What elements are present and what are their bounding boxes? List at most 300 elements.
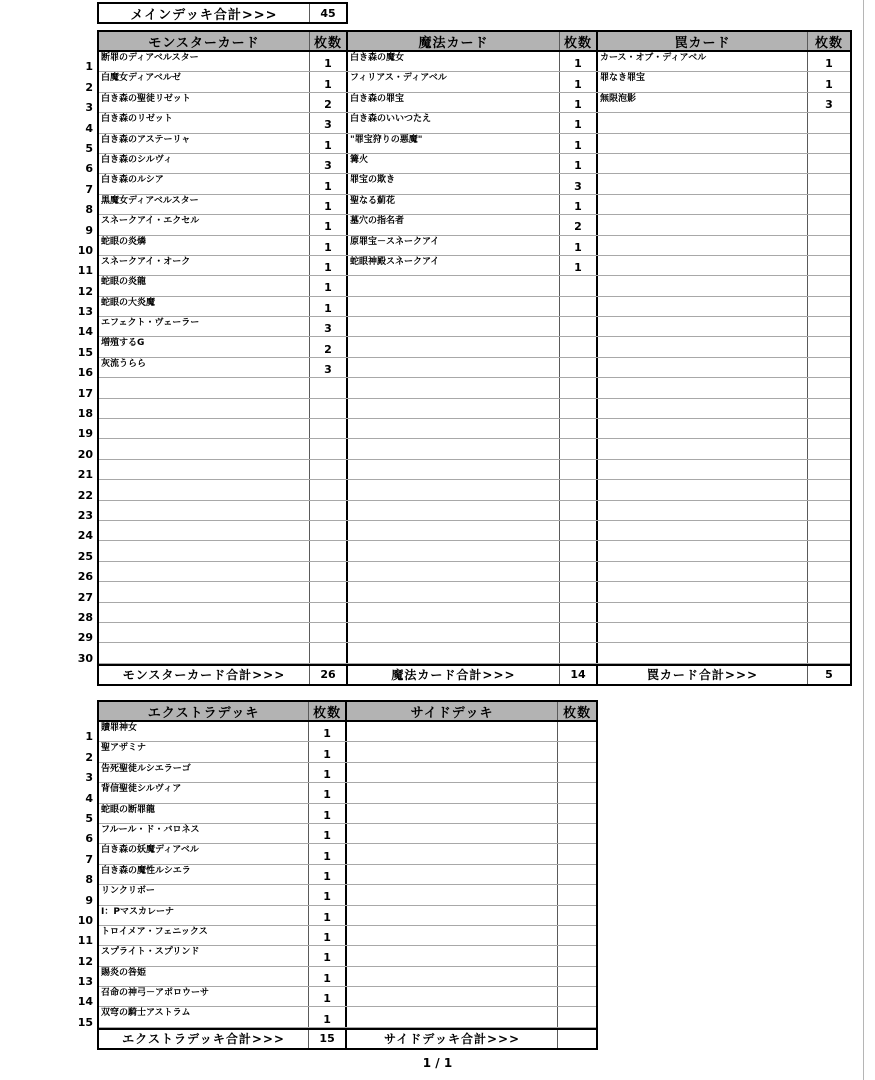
card-name-cell: "罪宝狩りの悪魔" [348,134,560,153]
card-count-cell: 1 [825,57,833,71]
row-number: 4 [85,791,93,805]
card-name-cell [347,804,558,823]
row-number: 9 [85,223,93,237]
card-name-cell [348,419,560,438]
card-count-cell [560,582,598,601]
card-name-cell: 白き森の妖魔ディアベル [99,844,309,863]
card-count-cell: 1 [309,824,347,843]
card-count-cell [808,317,850,336]
total-label: モンスターカード合計>>> [99,666,310,684]
card-name-cell [598,215,808,234]
card-name-cell [347,824,558,843]
card-name-cell [598,521,808,540]
card-name-cell: 白魔女ディアベルゼ [99,72,310,91]
card-count-cell [560,337,598,356]
table-row [99,1007,596,1027]
card-name-cell [347,906,558,925]
row-number: 13 [77,305,93,319]
card-count-cell: 3 [310,358,348,377]
section-header: 魔法カード [348,32,560,50]
card-count-cell: 3 [560,174,598,193]
card-count-cell: 1 [310,72,348,91]
table-row [99,195,850,215]
card-name-cell [598,195,808,214]
main-deck-table [97,30,852,686]
card-count-cell [808,399,850,418]
card-count-cell: 1 [309,926,347,945]
card-name-cell [347,763,558,782]
card-count-cell [560,623,598,642]
table-row [99,824,596,844]
card-count-cell: 1 [310,195,348,214]
card-count-cell [808,603,850,622]
extra-side-deck-table [97,700,598,1050]
card-count-cell [808,154,850,173]
card-count-cell: 1 [309,865,347,884]
card-count-cell [560,643,598,662]
table-row [99,742,596,762]
card-count-cell [808,480,850,499]
row-number: 7 [85,182,93,196]
card-name-cell: 灰流うらら [99,358,310,377]
card-name-cell [348,541,560,560]
total-label: サイドデッキ合計>>> [347,1030,558,1048]
card-count-cell: 1 [309,763,347,782]
card-name-cell: 原罪宝－スネークアイ [348,236,560,255]
table-row [99,256,850,276]
table-row [99,926,596,946]
card-name-cell [99,378,310,397]
table-row [99,358,850,378]
row-number: 22 [77,488,93,502]
card-name-cell [598,154,808,173]
card-count-cell [808,276,850,295]
card-name-cell: 背信聖徒シルヴィア [99,783,309,802]
card-count-cell [560,399,598,418]
count-header: 枚数 [309,702,347,720]
card-count-cell [808,256,850,275]
row-number: 2 [85,80,93,94]
card-name-cell [348,276,560,295]
card-name-cell: 賜炎の咎姫 [99,967,309,986]
card-name-cell [598,256,808,275]
row-number: 13 [77,975,93,989]
card-count-cell [310,603,348,622]
table-row [99,317,850,337]
card-name-cell [348,358,560,377]
table-row [99,378,850,398]
total-label: 罠カード合計>>> [598,666,808,684]
table-row [99,113,850,133]
card-name-cell [598,623,808,642]
card-count-cell [558,1007,596,1026]
card-count-cell [808,460,850,479]
card-name-cell: 蛇眼神殿スネークアイ [348,256,560,275]
card-name-cell [598,562,808,581]
row-number: 7 [85,852,93,866]
card-count-cell: 1 [825,77,833,91]
table-row [99,439,850,459]
row-number: 11 [77,934,93,948]
card-name-cell: 断罪のディアベルスター [99,52,310,71]
card-count-cell [310,439,348,458]
card-name-cell: 聖アザミナ [99,742,309,761]
card-count-cell [808,358,850,377]
card-name-cell: エフェクト・ヴェーラー [99,317,310,336]
card-name-cell [99,521,310,540]
table-header-row [99,702,596,722]
card-name-cell [598,541,808,560]
row-number: 28 [77,610,93,624]
card-count-cell [560,501,598,520]
card-name-cell [598,399,808,418]
card-name-cell: トロイメア・フェニックス [99,926,309,945]
card-name-cell [348,317,560,336]
card-name-cell [99,603,310,622]
extra-side-deck-row-numbers [71,720,93,1029]
card-count-cell: 3 [310,113,348,132]
card-count-cell [560,378,598,397]
card-name-cell: 白き森のシルヴィ [99,154,310,173]
card-count-cell [558,804,596,823]
card-count-cell [560,317,598,336]
card-count-cell [558,783,596,802]
card-count-cell: 1 [310,276,348,295]
card-name-cell: フルール・ド・バロネス [99,824,309,843]
card-count-cell [808,541,850,560]
table-row [99,946,596,966]
card-count-cell [558,967,596,986]
card-count-cell [808,297,850,316]
card-name-cell [348,378,560,397]
table-row [99,72,850,92]
card-name-cell [99,501,310,520]
card-name-cell: 召命の神弓－アポロウーサ [99,987,309,1006]
card-count-cell [808,439,850,458]
count-header: 枚数 [808,32,850,50]
row-number: 23 [77,508,93,522]
card-count-cell: 3 [825,97,833,111]
card-name-cell [598,317,808,336]
card-count-cell: 1 [310,134,348,153]
card-count-cell: 1 [309,742,347,761]
table-row [99,480,850,500]
count-header: 枚数 [558,702,596,720]
card-name-cell: 篝火 [348,154,560,173]
main-deck-row-numbers [71,50,93,665]
card-name-cell: 蛇眼の炎龍 [99,276,310,295]
card-count-cell: 1 [310,236,348,255]
card-name-cell [598,480,808,499]
card-count-cell: 1 [309,1007,347,1026]
card-name-cell: 双穹の騎士アストラム [99,1007,309,1026]
row-number: 12 [77,284,93,298]
card-name-cell [347,844,558,863]
table-row [99,419,850,439]
card-name-cell [598,236,808,255]
card-count-cell: 1 [310,297,348,316]
table-row [99,521,850,541]
card-count-cell [310,582,348,601]
card-count-cell: 1 [560,93,598,112]
row-number: 14 [77,995,93,1009]
card-count-cell: 1 [309,885,347,904]
row-number: 1 [85,730,93,744]
card-count-cell [310,623,348,642]
row-number: 6 [85,162,93,176]
card-count-cell [808,562,850,581]
card-name-cell [348,501,560,520]
card-count-cell [310,460,348,479]
card-count-cell: 3 [310,317,348,336]
row-number: 12 [77,954,93,968]
total-label: 魔法カード合計>>> [348,666,560,684]
section-header: 罠カード [598,32,808,50]
card-name-cell [598,643,808,662]
row-number: 18 [77,407,93,421]
row-number: 2 [85,750,93,764]
table-total-row [99,664,850,684]
card-name-cell [348,623,560,642]
card-count-cell [310,501,348,520]
card-name-cell [99,582,310,601]
table-row [99,134,850,154]
card-name-cell [348,480,560,499]
row-number: 10 [77,243,93,257]
card-name-cell: 白き森の罪宝 [348,93,560,112]
table-row [99,541,850,561]
card-count-cell: 1 [560,195,598,214]
card-name-cell: 白き森のアステーリャ [99,134,310,153]
card-count-cell [310,378,348,397]
card-name-cell [347,967,558,986]
card-name-cell: 蛇眼の断罪龍 [99,804,309,823]
card-name-cell [348,521,560,540]
card-count-cell [560,460,598,479]
card-count-cell [808,337,850,356]
card-name-cell [348,399,560,418]
page-edge-line [863,0,864,1080]
row-number: 29 [77,631,93,645]
table-row [99,174,850,194]
card-name-cell [348,297,560,316]
table-row [99,460,850,480]
card-count-cell [808,643,850,662]
card-name-cell [348,643,560,662]
card-name-cell [347,946,558,965]
total-count: 15 [309,1030,347,1048]
card-count-cell: 2 [310,93,348,112]
row-number: 26 [77,570,93,584]
card-name-cell [99,480,310,499]
card-name-cell: 告死聖徒ルシエラーゴ [99,763,309,782]
card-count-cell: 1 [560,236,598,255]
card-name-cell [347,987,558,1006]
card-name-cell [598,501,808,520]
table-row [99,236,850,256]
row-number: 21 [77,468,93,482]
row-number: 17 [77,386,93,400]
table-row [99,297,850,317]
card-count-cell [560,480,598,499]
card-name-cell: カース・オブ・ディアベル [598,52,808,71]
card-name-cell [348,582,560,601]
card-count-cell: 2 [310,337,348,356]
card-name-cell [347,865,558,884]
section-header: モンスターカード [99,32,310,50]
card-count-cell [808,582,850,601]
card-name-cell: 白き森の魔女 [348,52,560,71]
card-count-cell [808,236,850,255]
card-count-cell [560,297,598,316]
card-name-cell [347,1007,558,1026]
card-count-cell [558,763,596,782]
section-header: サイドデッキ [347,702,558,720]
row-number: 6 [85,832,93,846]
card-count-cell: 1 [560,256,598,275]
card-name-cell [598,439,808,458]
row-number: 25 [77,549,93,563]
card-count-cell: 1 [309,967,347,986]
table-row [99,276,850,296]
card-name-cell [348,460,560,479]
card-count-cell [560,541,598,560]
table-row [99,337,850,357]
card-name-cell [598,134,808,153]
table-row [99,783,596,803]
card-name-cell: 贖罪神女 [99,722,309,741]
total-count [558,1030,596,1048]
card-name-cell [598,337,808,356]
table-row [99,582,850,602]
row-number: 15 [77,1015,93,1029]
table-row [99,623,850,643]
card-name-cell: 黒魔女ディアベルスター [99,195,310,214]
card-name-cell: フィリアス・ディアベル [348,72,560,91]
summary-count: 45 [320,6,336,20]
table-row [99,967,596,987]
table-row [99,844,596,864]
card-count-cell [558,906,596,925]
card-count-cell: 2 [560,215,598,234]
card-name-cell [347,885,558,904]
table-row [99,52,850,72]
card-count-cell: 1 [560,52,598,71]
card-name-cell: スプライト・スプリンド [99,946,309,965]
card-count-cell [558,987,596,1006]
card-count-cell [808,215,850,234]
table-row [99,906,596,926]
table-row [99,763,596,783]
card-name-cell [347,742,558,761]
card-name-cell [598,358,808,377]
card-name-cell [348,337,560,356]
table-row [99,399,850,419]
row-number: 20 [77,447,93,461]
card-count-cell [808,521,850,540]
card-count-cell: 3 [310,154,348,173]
page-footer: 1 / 1 [422,1056,453,1070]
row-number: 8 [85,873,93,887]
card-count-cell: 1 [310,174,348,193]
card-count-cell [560,439,598,458]
table-row [99,154,850,174]
card-name-cell [598,297,808,316]
card-count-cell [310,419,348,438]
card-name-cell [99,439,310,458]
row-number: 8 [85,203,93,217]
card-name-cell [598,419,808,438]
card-count-cell: 1 [309,987,347,1006]
table-header-row [99,32,850,52]
card-count-cell [310,399,348,418]
card-count-cell [560,562,598,581]
row-number: 15 [77,345,93,359]
card-count-cell [558,946,596,965]
table-row [99,987,596,1007]
card-count-cell [310,521,348,540]
card-count-cell: 1 [309,722,347,741]
card-count-cell: 1 [309,844,347,863]
card-name-cell [99,562,310,581]
row-number: 3 [85,101,93,115]
card-name-cell [598,174,808,193]
total-count: 14 [560,666,598,684]
row-number: 5 [85,141,93,155]
card-count-cell [560,603,598,622]
card-name-cell: 無限泡影 [598,93,808,112]
total-label: エクストラデッキ合計>>> [99,1030,309,1048]
card-name-cell: 蛇眼の大炎魔 [99,297,310,316]
card-name-cell: 聖なる薊花 [348,195,560,214]
card-count-cell [560,276,598,295]
card-name-cell: リンクリボー [99,885,309,904]
total-count: 26 [310,666,348,684]
card-name-cell [99,643,310,662]
card-count-cell [560,358,598,377]
card-name-cell [348,603,560,622]
section-header: エクストラデッキ [99,702,309,720]
card-name-cell [347,783,558,802]
card-name-cell [99,419,310,438]
count-header: 枚数 [310,32,348,50]
card-name-cell [598,460,808,479]
summary-label: メインデッキ合計>>> [99,4,310,22]
row-number: 5 [85,811,93,825]
card-name-cell [598,603,808,622]
card-count-cell: 1 [309,804,347,823]
table-row [99,804,596,824]
card-name-cell [99,541,310,560]
count-header: 枚数 [560,32,598,50]
card-name-cell [598,582,808,601]
card-name-cell: スネークアイ・オーク [99,256,310,275]
card-name-cell: I：Pマスカレーナ [99,906,309,925]
table-row [99,885,596,905]
card-name-cell [347,926,558,945]
row-number: 14 [77,325,93,339]
card-count-cell [558,926,596,945]
table-row [99,643,850,663]
card-count-cell [560,521,598,540]
card-name-cell: 白き森のリゼット [99,113,310,132]
card-name-cell [348,562,560,581]
row-number: 10 [77,913,93,927]
card-count-cell: 1 [560,154,598,173]
card-count-cell [808,134,850,153]
row-number: 30 [77,651,93,665]
card-count-cell [558,865,596,884]
